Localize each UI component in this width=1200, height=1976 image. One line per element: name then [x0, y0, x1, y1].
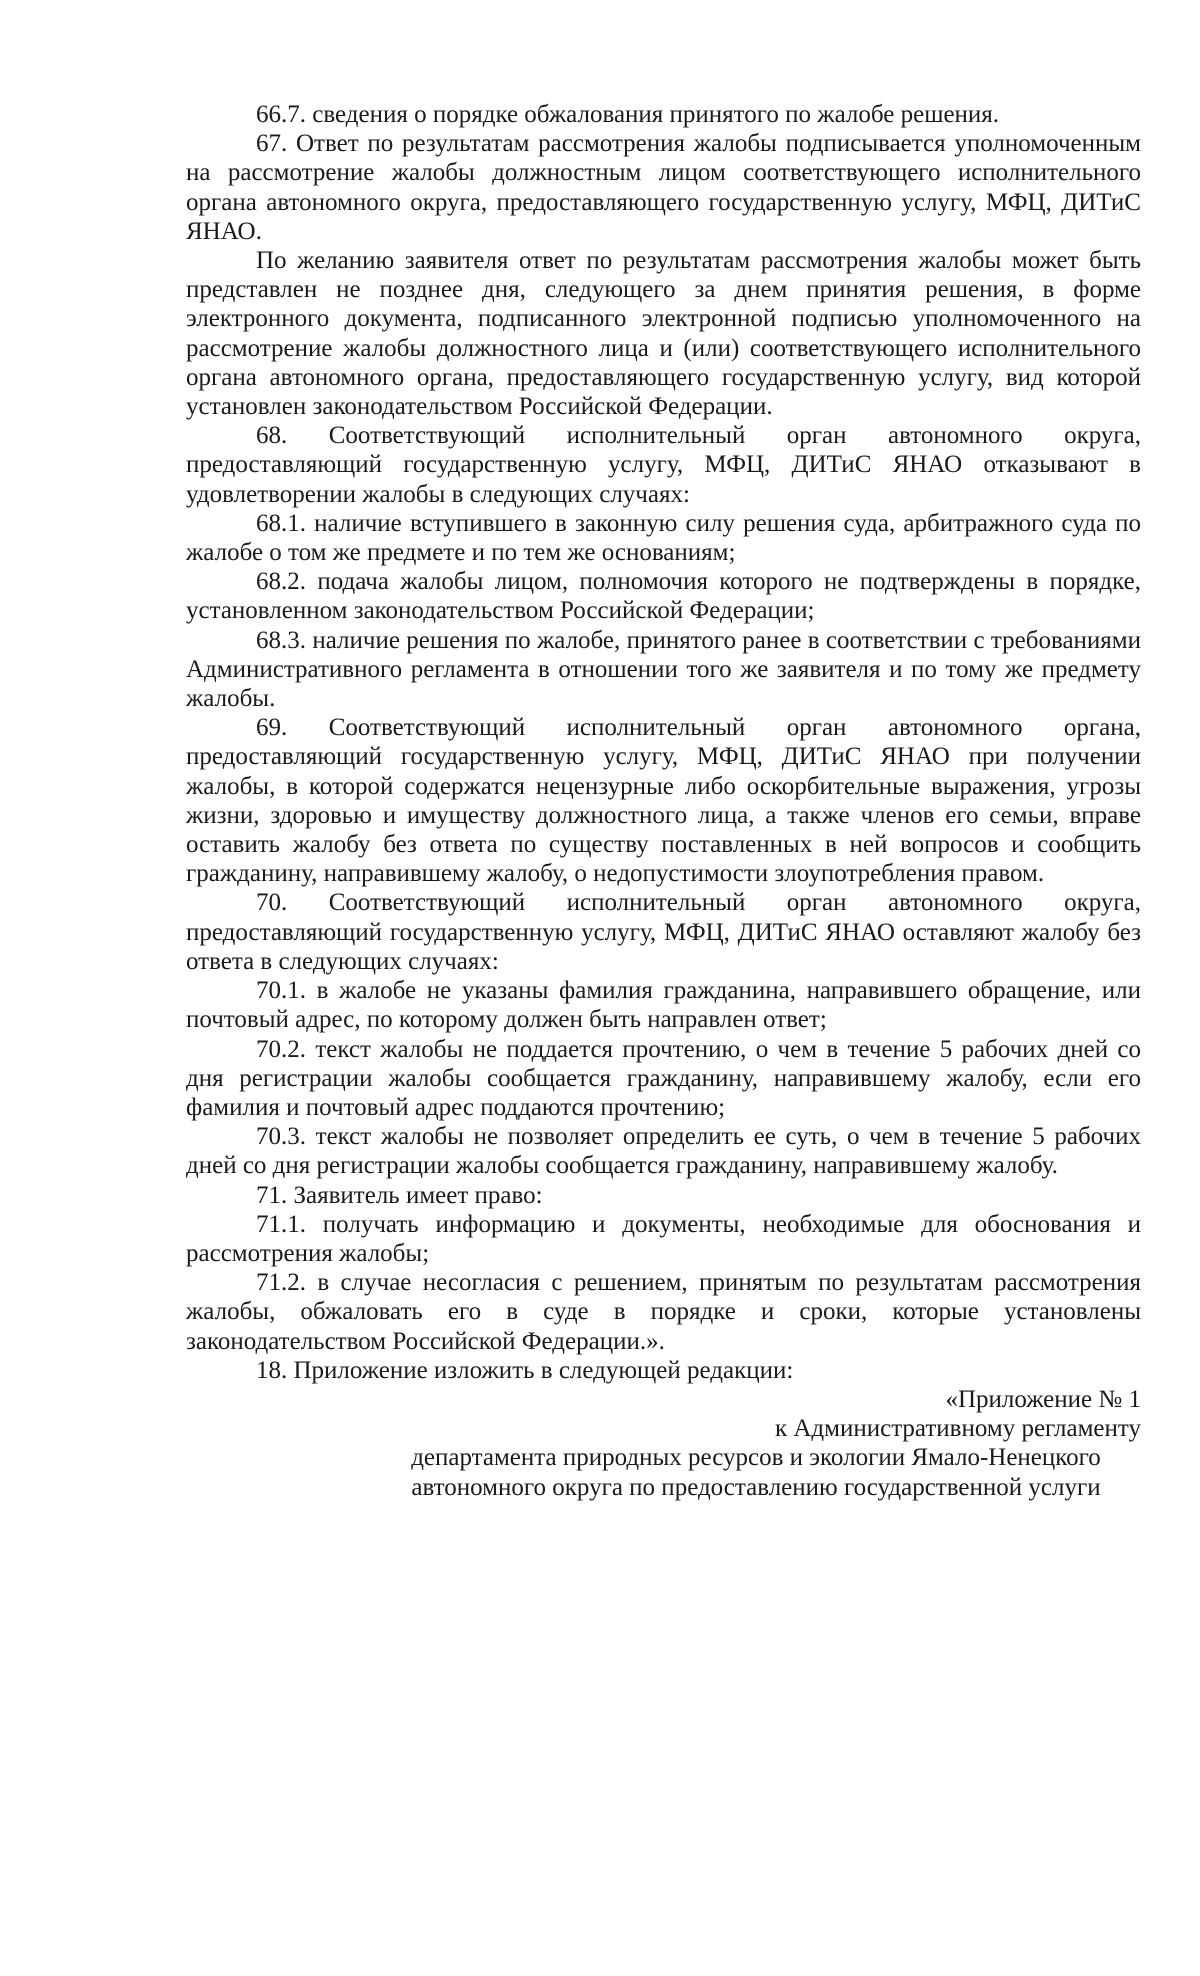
- paragraph-71-1: 71.1. получать информацию и документы, необходимые для обоснования и рассмотрения жалобы;: [186, 1210, 1141, 1267]
- appendix-subtitle: к Административному регламенту: [774, 1415, 1141, 1443]
- paragraph-68-3: 68.3. наличие решения по жалобе, принятого ранее в соответствии с требованиями Административного регламента в отношении того же заявителя и по тому же предмету жалобы.: [186, 626, 1141, 713]
- paragraph-70-2: 70.2. текст жалобы не поддается прочтению, о чем в течение 5 рабочих дней со дня регистрации жалобы сообщается гражданину, направившему жалобу, если его фамилия и почтовый адрес поддаются прочтению;: [186, 1035, 1141, 1121]
- paragraph-71-2: 71.2. в случае несогласия с решением, принятым по результатам рассмотрения жалобы, обжаловать его в суде в порядке и сроки, которые установлены законодательством Российской Федерации.».: [186, 1269, 1141, 1355]
- paragraph-68: 68. Соответствующий исполнительный орган автономного округа, предоставляющий государственную услугу, МФЦ, ДИТиС ЯНАО отказывают в удовлетворении жалобы в следующих случаях:: [186, 422, 1141, 508]
- paragraph-66-7: 66.7. сведения о порядке обжалования принятого по жалобе решения.: [256, 101, 1000, 128]
- appendix-title: «Приложение № 1: [945, 1385, 1141, 1413]
- document-page: [186, 100, 1141, 1502]
- paragraph-69: 69. Соответствующий исполнительный орган автономного органа, предоставляющий государственную услугу, МФЦ, ДИТиС ЯНАО при получении жалобы, в которой содержатся нецензурные либо оскорбительные выражения, угрозы жизни, здоровью и имуществу должностного лица, а также членов его семьи, вправе оставить жалобу без ответа по существу поставленных в ней вопросов и сообщить гражданину, направившему жалобу, о недопустимости злоупотребления правом.: [186, 714, 1141, 888]
- paragraph-70-1: 70.1. в жалобе не указаны фамилия гражданина, направившего обращение, или почтовый адрес, по которому должен быть направлен ответ;: [186, 977, 1141, 1034]
- paragraph-70: 70. Соответствующий исполнительный орган автономного округа, предоставляющий государственную услугу, МФЦ, ДИТиС ЯНАО оставляют жалобу без ответа в следующих случаях:: [186, 889, 1141, 975]
- paragraph-67: 67. Ответ по результатам рассмотрения жалобы подписывается уполномоченным на рассмотрение жалобы должностным лицом соответствующего исполнительного органа автономного округа, предоставляющего государственную услугу, МФЦ, ДИТиС ЯНАО.: [186, 130, 1141, 245]
- appendix-service: автономного округа по предоставлению государственной услуги: [411, 1473, 1101, 1501]
- appendix-heading: [186, 1385, 1141, 1502]
- paragraph-18: 18. Приложение изложить в следующей редакции:: [256, 1356, 794, 1384]
- paragraph-68-1: 68.1. наличие вступившего в законную силу решения суда, арбитражного суда по жалобе о том же предмете и по тем же основаниям;: [186, 509, 1141, 567]
- paragraph-70-3: 70.3. текст жалобы не позволяет определить ее суть, о чем в течение 5 рабочих дней со дня регистрации жалобы сообщается гражданину, направившему жалобу.: [186, 1123, 1141, 1180]
- paragraph-71: 71. Заявитель имеет право:: [256, 1181, 543, 1209]
- paragraph-67-response-form: По желанию заявителя ответ по результатам рассмотрения жалобы может быть представлен не позднее дня, следующего за днем принятия решения, в форме электронного документа, подписанного электронной подписью уполномоченного на рассмотрение жалобы должностного лица и (или) соответствующего исполнительного органа автономного органа, предоставляющего государственную услугу, вид которой установлен законодательством Российской Федерации.: [186, 247, 1141, 421]
- appendix-department: департамента природных ресурсов и экологии Ямало-Ненецкого: [411, 1444, 1101, 1472]
- paragraph-68-2: 68.2. подача жалобы лицом, полномочия которого не подтверждены в порядке, установленном законодательством Российской Федерации;: [186, 568, 1141, 625]
